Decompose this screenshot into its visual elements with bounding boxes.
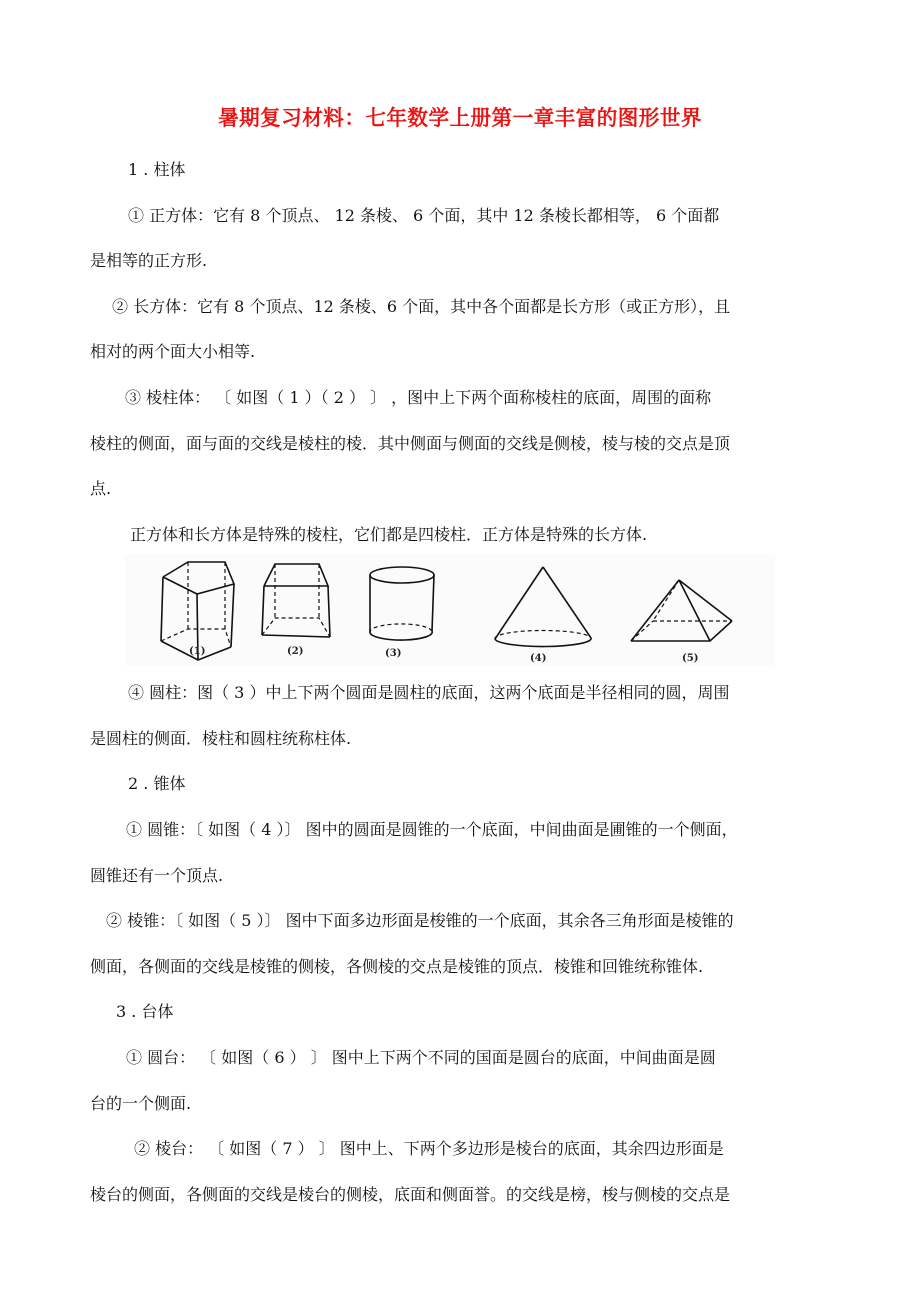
section-heading-frustums: 3 . 台体 <box>116 1002 174 1021</box>
paragraph-line: 相对的两个面大小相等. <box>90 342 256 361</box>
figure-label-5: (5) <box>682 653 699 664</box>
paragraph-line: ② 棱台： 〔 如图（ 7 ） 〕 图中上、下两个多边形是棱台的底面，其余四边形面是 <box>134 1139 724 1158</box>
paragraph-line: 是圆柱的侧面．棱柱和圆柱统称柱体. <box>90 729 352 748</box>
paragraph-line: 侧面，各侧面的交线是棱锥的侧棱，各侧棱的交点是棱锥的顶点．棱锥和回锥统称锥体. <box>90 957 704 976</box>
paragraph-line: ① 圆锥：〔 如图（ 4 ）〕 图中的圆面是圆锥的一个底面，中间曲面是圃锥的一个侧面， <box>126 820 738 839</box>
paragraph-line: ① 正方体：它有 8 个顶点、 12 条棱、 6 个面，其中 12 条棱长都相等， 6 个面都 <box>128 206 720 225</box>
paragraph-line: 正方体和长方体是特殊的棱柱，它们都是四棱柱．正方体是特殊的长方体. <box>130 525 648 544</box>
cone-shape <box>495 567 591 647</box>
cylinder-shape <box>370 567 434 640</box>
paragraph-line: 圆锥还有一个顶点. <box>90 866 224 885</box>
paragraph-line: 棱台的侧面，各侧面的交线是棱台的侧棱，底面和侧面誉。的交线是榜，梭与侧棱的交点是 <box>90 1185 731 1204</box>
square-pyramid-shape <box>631 580 732 641</box>
paragraph-line: 是相等的正方形. <box>90 251 208 270</box>
paragraph-line: 点. <box>90 479 112 498</box>
figure-label-1: (1) <box>189 646 206 657</box>
paragraph-line: ① 圆台： 〔 如图（ 6 ） 〕 图中上下两个不同的国面是圆台的底面，中间曲面是圆 <box>126 1048 716 1067</box>
paragraph-line: ② 长方体：它有 8 个顶点、12 条棱、6 个面，其中各个面都是长方形（或正方形），且 <box>112 297 731 316</box>
section-heading-cones: 2 . 锥体 <box>128 774 186 793</box>
figure-label-4: (4) <box>530 653 547 664</box>
figure-label-3: (3) <box>385 648 402 659</box>
paragraph-line: ④ 圆柱：图（ 3 ）中上下两个圆面是圆柱的底面，这两个底面是半径相同的圆，周围 <box>128 683 730 702</box>
page-title: 暑期复习材料：七年数学上册第一章丰富的图形世界 <box>218 106 702 130</box>
paragraph-line: ② 棱锥：〔 如图（ 5 ）〕 图中下面多边形面是梭锥的一个底面，其余各三角形面是棱锥的 <box>106 911 734 930</box>
paragraph-line: ③ 棱柱体： 〔 如图（ 1 ）（ 2 ） 〕 ，图中上下两个面称棱柱的底面，周围的面称 <box>125 388 712 407</box>
paragraph-line: 台的一个侧面. <box>90 1094 192 1113</box>
figure-label-2: (2) <box>287 646 304 657</box>
cube-shape <box>262 564 330 637</box>
paragraph-line: 棱柱的侧面，面与面的交线是棱柱的棱．其中侧面与侧面的交线是侧棱，棱与棱的交点是顶 <box>90 434 731 453</box>
solids-figure <box>125 555 775 665</box>
section-heading-prisms: 1 . 柱体 <box>128 160 186 179</box>
